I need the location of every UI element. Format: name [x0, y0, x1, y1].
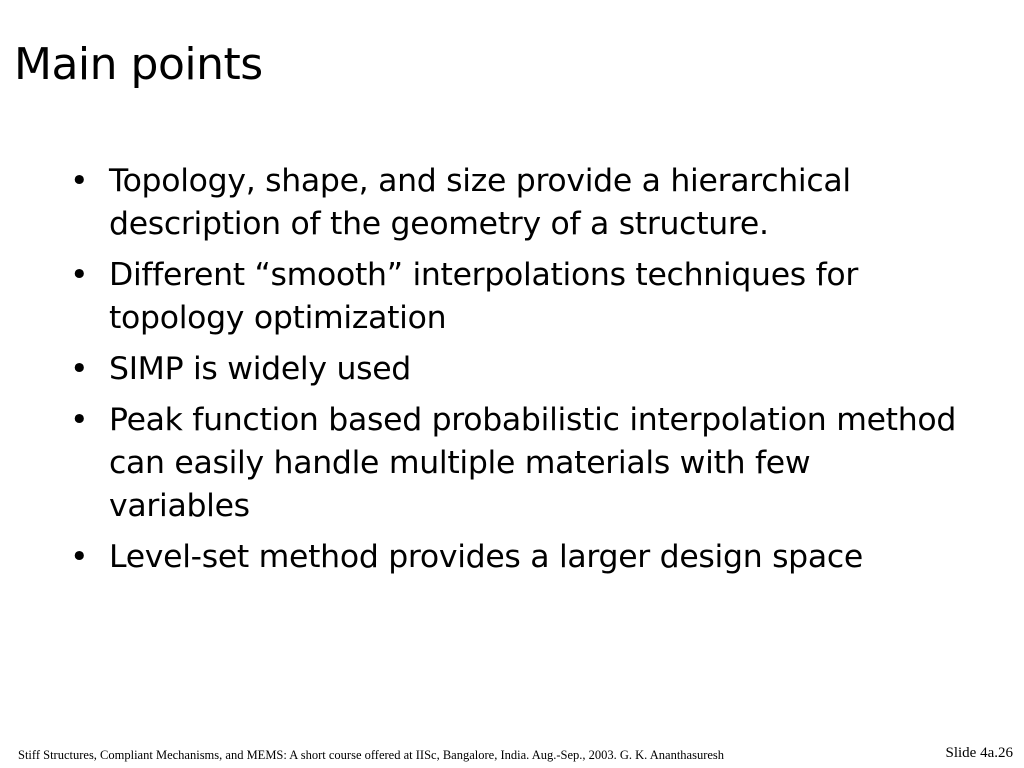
bullet-text: SIMP is widely used: [109, 351, 411, 387]
bullet-marker: •: [70, 402, 89, 438]
bullet-marker: •: [70, 351, 89, 387]
bullet-marker: •: [70, 539, 89, 575]
bullet-item: [70, 160, 960, 246]
bullet-item: [70, 536, 960, 579]
footer-course-info: Stiff Structures, Compliant Mechanisms, and MEMS: A short course offered at IISc, Bangalore, India. Aug.-Sep., 2003. G. K. Ananthasuresh: [18, 748, 725, 762]
bullet-text: Peak function based probabilistic interpolation method can easily handle multiple materials with few variables: [109, 402, 957, 524]
bullet-text: Topology, shape, and size provide a hierarchical description of the geometry of a structure.: [109, 163, 851, 242]
bullet-item: [70, 254, 960, 340]
bullet-marker: •: [70, 257, 89, 293]
bullet-text: Level-set method provides a larger design space: [109, 539, 863, 575]
bullet-marker: •: [70, 163, 89, 199]
bullet-item: [70, 399, 960, 528]
bullet-list: [70, 160, 960, 587]
bullet-text: Different “smooth” interpolations techniques for topology optimization: [109, 257, 859, 336]
slide-title: Main points: [14, 39, 263, 90]
footer-slide-number: Slide 4a.26: [945, 745, 1013, 761]
bullet-item: [70, 348, 960, 391]
